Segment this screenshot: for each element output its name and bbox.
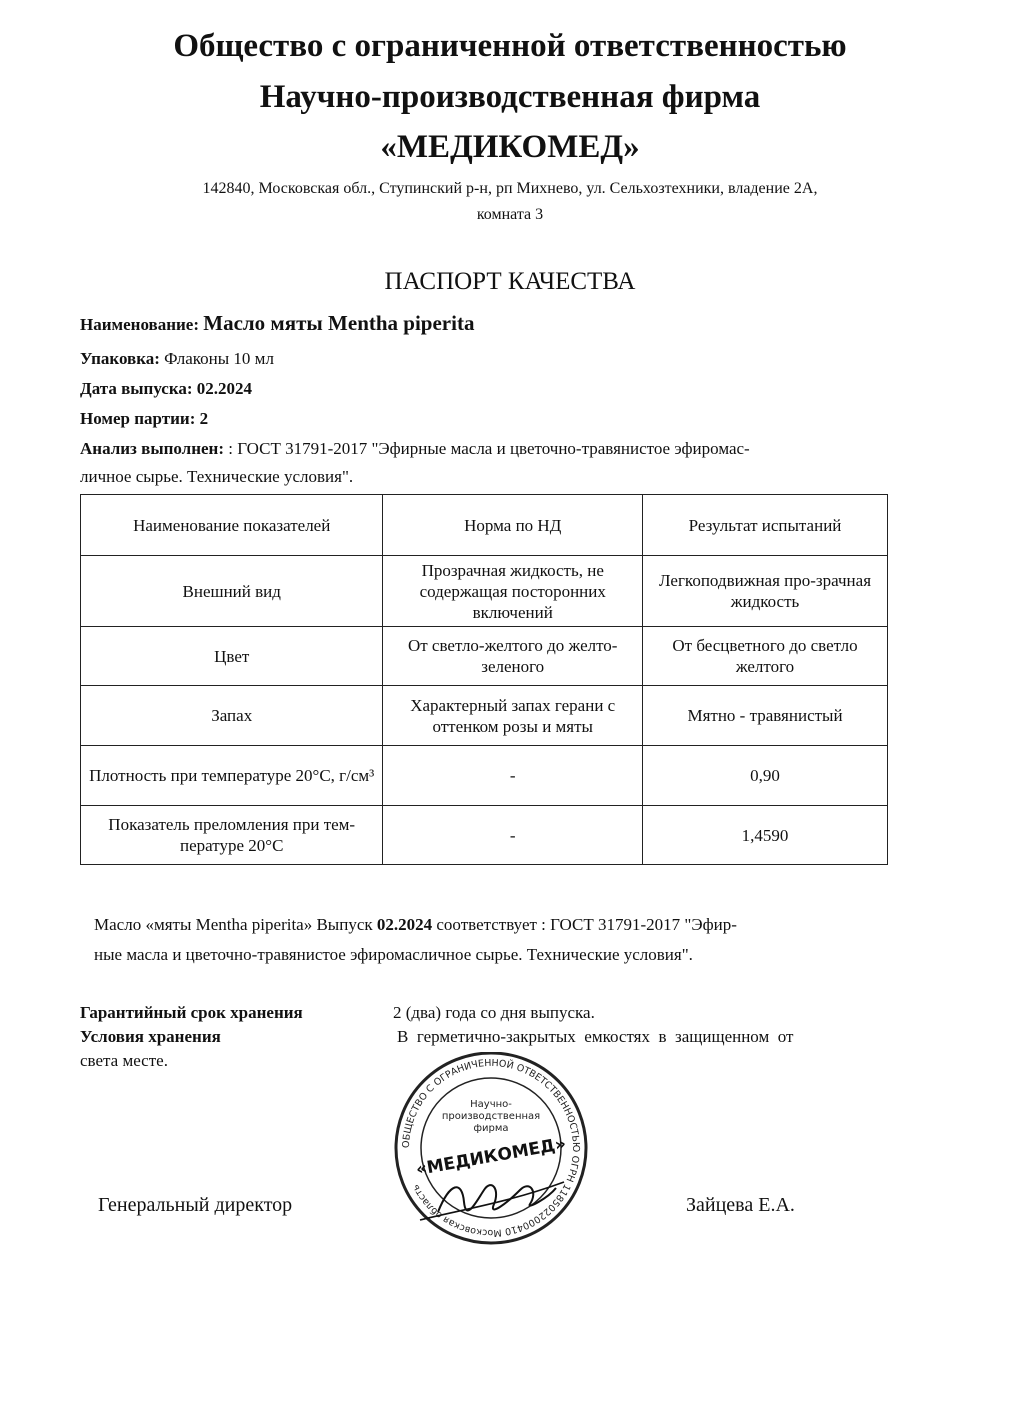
warranty-value: 2 (два) года со дня выпуска. bbox=[393, 1003, 595, 1022]
company-type: Научно-производственная фирма bbox=[259, 79, 761, 115]
table-cell-norm: - bbox=[383, 746, 643, 806]
table-cell-indicator: Показатель преломления при тем-пературе 20°С bbox=[81, 806, 383, 865]
conclusion bbox=[94, 910, 884, 970]
batch-row bbox=[80, 409, 208, 429]
table-cell-indicator: Плотность при температуре 20°С, г/см³ bbox=[81, 746, 383, 806]
table-cell-norm: - bbox=[383, 806, 643, 865]
analysis-value-line1: : ГОСТ 31791-2017 "Эфирные масла и цветочно-травянистое эфиромас- bbox=[228, 439, 750, 458]
table-header-cell: Результат испытаний bbox=[643, 495, 888, 556]
conclusion-text: соответствует : ГОСТ 31791-2017 "Эфир- bbox=[432, 915, 737, 934]
release-date-label: Дата выпуска: bbox=[80, 379, 193, 398]
conclusion-line1 bbox=[94, 910, 884, 940]
director-title: Генеральный директор bbox=[98, 1194, 293, 1216]
product-name-value: Масло мяты Mentha piperita bbox=[203, 311, 475, 335]
package-row bbox=[80, 349, 274, 369]
table-cell-result: Легкоподвижная про-зрачная жидкость bbox=[643, 556, 888, 627]
table-cell-result: 0,90 bbox=[643, 746, 888, 806]
quality-table bbox=[80, 494, 888, 865]
stamp-inner-line2: производственная bbox=[441, 1111, 541, 1122]
table-cell-norm: Характерный запах герани с оттенком розы и мяты bbox=[383, 686, 643, 746]
package-value: Флаконы 10 мл bbox=[164, 349, 274, 368]
table-row bbox=[81, 556, 888, 627]
table-cell-indicator: Цвет bbox=[81, 627, 383, 686]
table-cell-norm: Прозрачная жидкость, не содержащая посторонних включений bbox=[383, 556, 643, 627]
table-row bbox=[81, 806, 888, 865]
conclusion-date: 02.2024 bbox=[376, 915, 433, 934]
table-cell-result: От бесцветного до светло желтого bbox=[643, 627, 888, 686]
analysis-value-line2: личное сырье. Технические условия". bbox=[80, 467, 354, 486]
table-row bbox=[81, 746, 888, 806]
table-cell-result: Мятно - травянистый bbox=[643, 686, 888, 746]
table-row bbox=[81, 686, 888, 746]
company-address-line2: комната 3 bbox=[476, 206, 544, 223]
table-row bbox=[81, 627, 888, 686]
table-cell-indicator: Запах bbox=[81, 686, 383, 746]
stamp-inner-line3: фирма bbox=[473, 1123, 509, 1134]
batch-number: Номер партии: 2 bbox=[80, 409, 209, 428]
table-cell-indicator: Внешний вид bbox=[81, 556, 383, 627]
release-date-row bbox=[80, 379, 252, 399]
conditions-value-cont: света месте. bbox=[80, 1051, 168, 1070]
conditions-label: Условия хранения bbox=[80, 1027, 221, 1046]
company-legal-form: Общество с ограниченной ответственностью bbox=[173, 28, 847, 64]
conditions-value: В герметично-закрытых емкостях в защищенном от bbox=[397, 1027, 794, 1046]
company-address-line1: 142840, Московская обл., Ступинский р-н, рп Михнево, ул. Сельхозтехники, владение 2А, bbox=[202, 180, 818, 197]
table-header-cell: Наименование показателей bbox=[81, 495, 383, 556]
table-cell-norm: От светло-желтого до желто-зеленого bbox=[383, 627, 643, 686]
company-stamp bbox=[380, 1052, 602, 1247]
package-label: Упаковка: bbox=[80, 349, 160, 368]
product-name-row bbox=[80, 311, 474, 336]
stamp-company-name: «МЕДИКОМЕД» bbox=[414, 1133, 568, 1181]
stamp-ring-text: ОБЩЕСТВО С ОГРАНИЧЕННОЙ ОТВЕТСТВЕННОСТЬЮ ОГРН 1185022000410 Московская область bbox=[400, 1057, 582, 1239]
director-name: Зайцева Е.А. bbox=[686, 1194, 795, 1216]
product-name-label: Наименование: bbox=[80, 315, 199, 334]
table-header-cell: Норма по НД bbox=[383, 495, 643, 556]
release-date-value: 02.2024 bbox=[196, 379, 253, 398]
stamp-inner-line1: Научно- bbox=[470, 1099, 512, 1110]
conclusion-text: Масло «мяты Mentha piperita» Выпуск bbox=[94, 915, 377, 934]
analysis-label: Анализ выполнен: bbox=[80, 439, 224, 458]
table-cell-result: 1,4590 bbox=[643, 806, 888, 865]
table-header-row bbox=[81, 495, 888, 556]
conclusion-line2: ные масла и цветочно-травянистое эфиромасличное сырье. Технические условия". bbox=[94, 945, 693, 964]
company-name: «МЕДИКОМЕД» bbox=[380, 129, 640, 165]
warranty-label: Гарантийный срок хранения bbox=[80, 1003, 303, 1022]
analysis-row bbox=[80, 439, 750, 459]
document-title: ПАСПОРТ КАЧЕСТВА bbox=[384, 268, 636, 295]
